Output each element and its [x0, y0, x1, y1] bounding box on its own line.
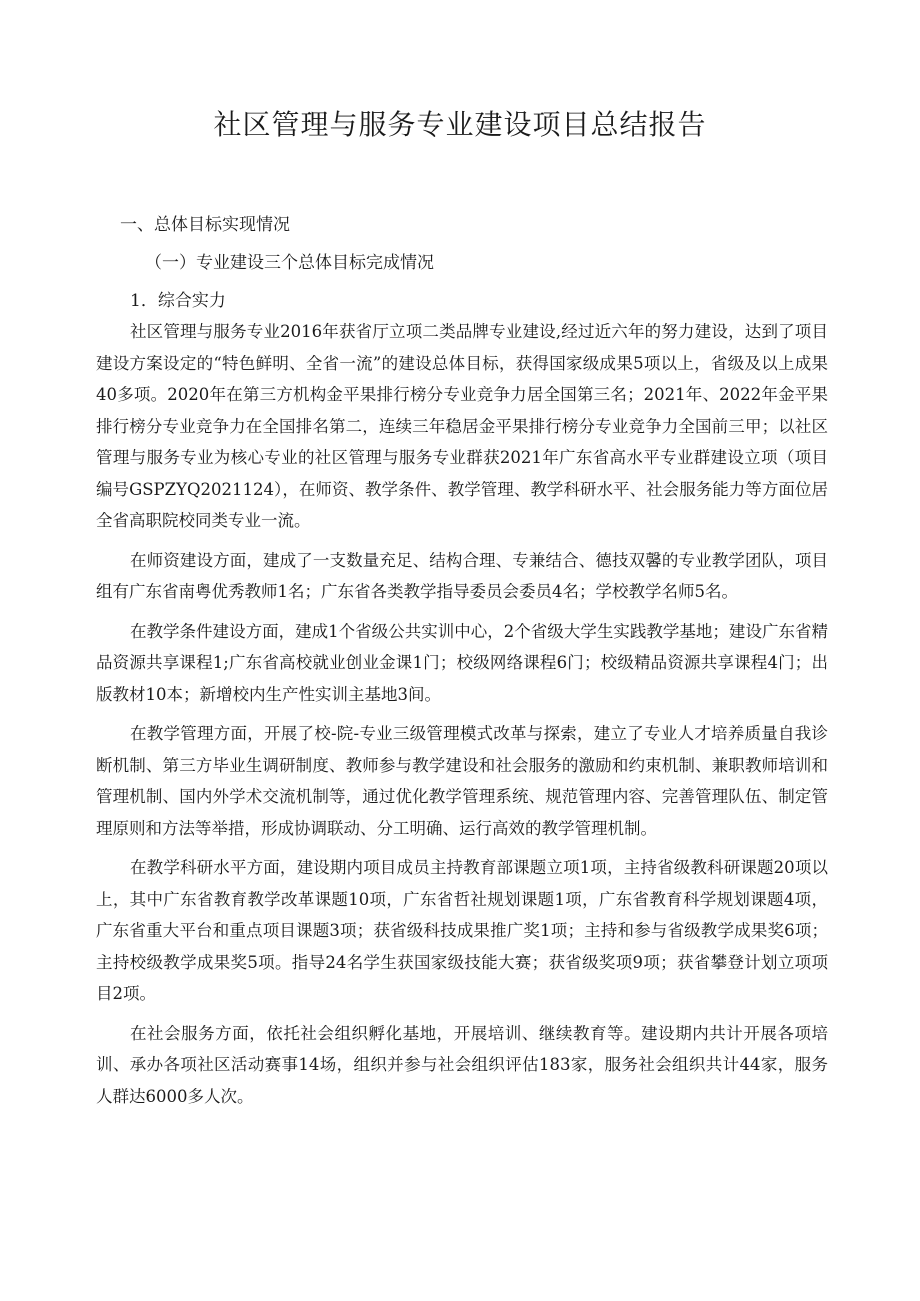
- paragraph-overall-strength: 社区管理与服务专业2016年获省厅立项二类品牌专业建设,经过近六年的努力建设，达到了项目建设方案设定的“特色鲜明、全省一流”的建设总体目标，获得国家级成果5项以上，省级及以上成果40多项。2020年在第三方机构金平果排行榜分专业竞争力居全国第三名；2021年、2022年金平果排行榜分专业竞争力在全国排名第二，连续三年稳居金平果排行榜分专业竞争力全国前三甲；以社区管理与服务专业为核心专业的社区管理与服务专业群获2021年广东省高水平专业群建设立项（项目编号GSPZYQ2021124），在师资、教学条件、教学管理、教学科研水平、社会服务能力等方面位居全省高职院校同类专业一流。: [96, 322, 828, 530]
- paragraph-faculty: 在师资建设方面，建成了一支数量充足、结构合理、专兼结合、德技双馨的专业教学团队，项目组有广东省南粤优秀教师1名；广东省各类教学指导委员会委员4名；学校教学名师5名。: [96, 550, 828, 601]
- paragraph-research: 在教学科研水平方面，建设期内项目成员主持教育部课题立项1项，主持省级教科研课题20项以上，其中广东省教育教学改革课题10项，广东省哲社规划课题1项，广东省教育科学规划课题4项，广东省重大平台和重点项目课题3项；获省级科技成果推广奖1项；主持和参与省级教学成果奖6项；主持校级教学成果奖5项。指导24名学生获国家级技能大赛；获省级奖项9项；获省攀登计划立项项目2项。: [96, 858, 828, 1003]
- paragraph-teaching-management: 在教学管理方面，开展了校-院-专业三级管理模式改革与探索，建立了专业人才培养质量自我诊断机制、第三方毕业生调研制度、教师参与教学建设和社会服务的激励和约束机制、兼职教师培训和管理机制、国内外学术交流机制等，通过优化教学管理系统、规范管理内容、完善管理队伍、制定管理原则和方法等举措，形成协调联动、分工明确、运行高效的教学管理机制。: [96, 724, 828, 838]
- paragraph-teaching-conditions: 在教学条件建设方面，建成1个省级公共实训中心，2个省级大学生实践教学基地；建设广东省精品资源共享课程1;广东省高校就业创业金课1门；校级网络课程6门；校级精品资源共享课程4门；出版教材10本；新增校内生产性实训主基地3间。: [96, 621, 828, 704]
- page-title: 社区管理与服务专业建设项目总结报告: [213, 108, 707, 141]
- item-heading: 1．综合实力: [130, 291, 226, 311]
- document-body: [96, 316, 828, 1120]
- paragraph-social-service: 在社会服务方面，依托社会组织孵化基地，开展培训、继续教育等。建设期内共计开展各项培训、承办各项社区活动赛事14场，组织并参与社会组织评估183家，服务社会组织共计44家，服务人群达6000多人次。: [96, 1023, 828, 1106]
- subsection-heading: （一）专业建设三个总体目标完成情况: [145, 253, 434, 273]
- section-heading: 一、总体目标实现情况: [120, 215, 290, 235]
